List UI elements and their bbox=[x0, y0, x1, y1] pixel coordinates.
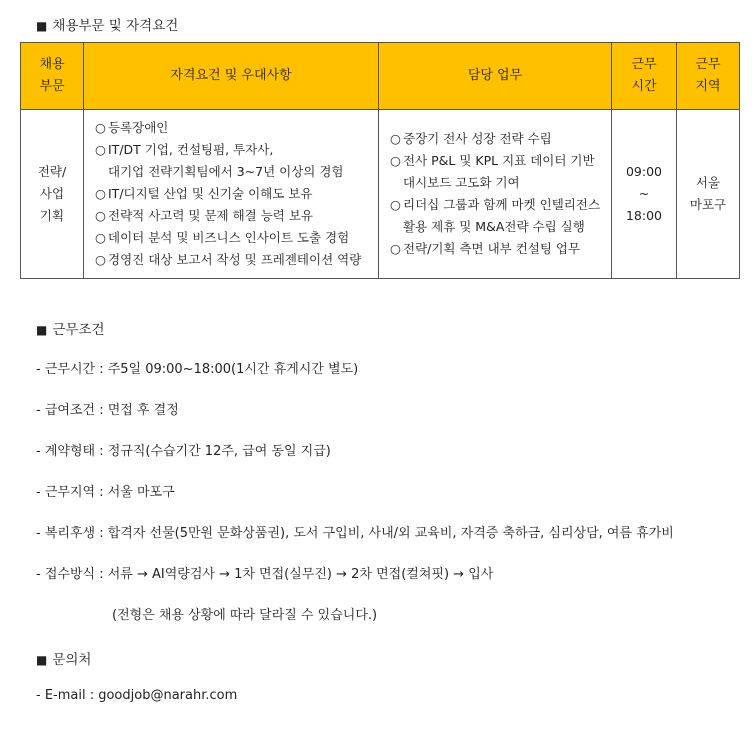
contact-section-title: ■ 문의처 bbox=[36, 652, 92, 668]
list-item-text: 중장기 전사 성장 전략 수립 bbox=[403, 131, 552, 146]
header-field: 채용 부문 bbox=[21, 43, 84, 110]
circle-bullet-icon: ○ bbox=[390, 241, 401, 256]
cell-duties bbox=[379, 110, 612, 279]
list-item bbox=[390, 238, 604, 260]
table-row bbox=[21, 110, 740, 279]
condition-hours: - 근무시간 : 주5일 09:00~18:00(1시간 휴게시간 별도) bbox=[36, 362, 359, 377]
condition-contract: - 계약형태 : 정규직(수습기간 12주, 급여 동일 지급) bbox=[36, 444, 331, 459]
list-item-text: 전사 P&L 및 KPL 지표 데이터 기반 bbox=[403, 153, 595, 168]
condition-process: - 접수방식 : 서류 → AI역량검사 → 1차 면접(실무진) → 2차 면접(컬쳐핏) → 입사 bbox=[36, 567, 494, 582]
list-item bbox=[390, 150, 604, 194]
qualifications-list bbox=[85, 117, 377, 271]
list-item-text: 활용 제휴 및 M&A전략 수립 실행 bbox=[403, 219, 585, 234]
square-bullet-icon: ■ bbox=[36, 323, 48, 337]
condition-salary: - 급여조건 : 면접 후 결정 bbox=[36, 403, 179, 418]
list-item-text: 전략/기획 측면 내부 컨설팅 업무 bbox=[403, 241, 581, 256]
list-item bbox=[95, 139, 371, 183]
process-note: (전형은 채용 상황에 따라 달라질 수 있습니다.) bbox=[112, 608, 378, 623]
list-item-text: 대기업 전략기획팀에서 3~7년 이상의 경험 bbox=[108, 164, 344, 179]
header-hours: 근무 시간 bbox=[612, 43, 677, 110]
list-item-text: 리더십 그룹과 함께 마켓 인텔리전스 bbox=[403, 197, 601, 212]
list-item bbox=[95, 117, 371, 139]
circle-bullet-icon: ○ bbox=[95, 208, 106, 223]
circle-bullet-icon: ○ bbox=[390, 153, 401, 168]
circle-bullet-icon: ○ bbox=[95, 252, 106, 267]
cell-hours: 09:00 ~ 18:00 bbox=[612, 110, 677, 279]
list-item-text: IT/디지털 산업 및 신기술 이해도 보유 bbox=[108, 186, 313, 201]
table-header-row bbox=[21, 43, 740, 110]
header-duties: 담당 업무 bbox=[379, 43, 612, 110]
list-item-text: IT/DT 기업, 컨설팅펌, 투자사, bbox=[108, 142, 274, 157]
conditions-section-title: ■ 근무조건 bbox=[36, 322, 105, 338]
square-bullet-icon: ■ bbox=[36, 19, 48, 33]
header-qualifications: 자격요건 및 우대사항 bbox=[84, 43, 379, 110]
recruit-section-title: ■ 채용부문 및 자격요건 bbox=[36, 18, 179, 34]
list-item-text: 전략적 사고력 및 문제 해결 능력 보유 bbox=[108, 208, 313, 223]
list-item bbox=[95, 249, 371, 271]
square-bullet-icon: ■ bbox=[36, 653, 48, 667]
cell-field: 전략/ 사업 기획 bbox=[21, 110, 84, 279]
contact-email: - E-mail : goodjob@narahr.com bbox=[36, 688, 238, 703]
list-item bbox=[390, 128, 604, 150]
header-location: 근무 지역 bbox=[677, 43, 740, 110]
circle-bullet-icon: ○ bbox=[390, 131, 401, 146]
circle-bullet-icon: ○ bbox=[95, 120, 106, 135]
condition-benefits: - 복리후생 : 합격자 선물(5만원 문화상품권), 도서 구입비, 사내/외 교육비, 자격증 축하금, 심리상담, 여름 휴가비 bbox=[36, 526, 674, 541]
list-item-text: 데이터 분석 및 비즈니스 인사이트 도출 경험 bbox=[108, 230, 350, 245]
list-item-text: 등록장애인 bbox=[108, 120, 169, 135]
condition-location: - 근무지역 : 서울 마포구 bbox=[36, 485, 175, 500]
cell-location: 서울 마포구 bbox=[677, 110, 740, 279]
list-item-text: 경영진 대상 보고서 작성 및 프레젠테이션 역량 bbox=[108, 252, 362, 267]
duties-list bbox=[380, 128, 610, 260]
circle-bullet-icon: ○ bbox=[95, 142, 106, 157]
circle-bullet-icon: ○ bbox=[95, 230, 106, 245]
list-item-text: 대시보드 고도화 기여 bbox=[403, 175, 520, 190]
list-item bbox=[390, 194, 604, 238]
list-item bbox=[95, 183, 371, 205]
recruit-table bbox=[20, 42, 740, 279]
list-item bbox=[95, 205, 371, 227]
circle-bullet-icon: ○ bbox=[390, 197, 401, 212]
circle-bullet-icon: ○ bbox=[95, 186, 106, 201]
list-item bbox=[95, 227, 371, 249]
cell-qualifications bbox=[84, 110, 379, 279]
